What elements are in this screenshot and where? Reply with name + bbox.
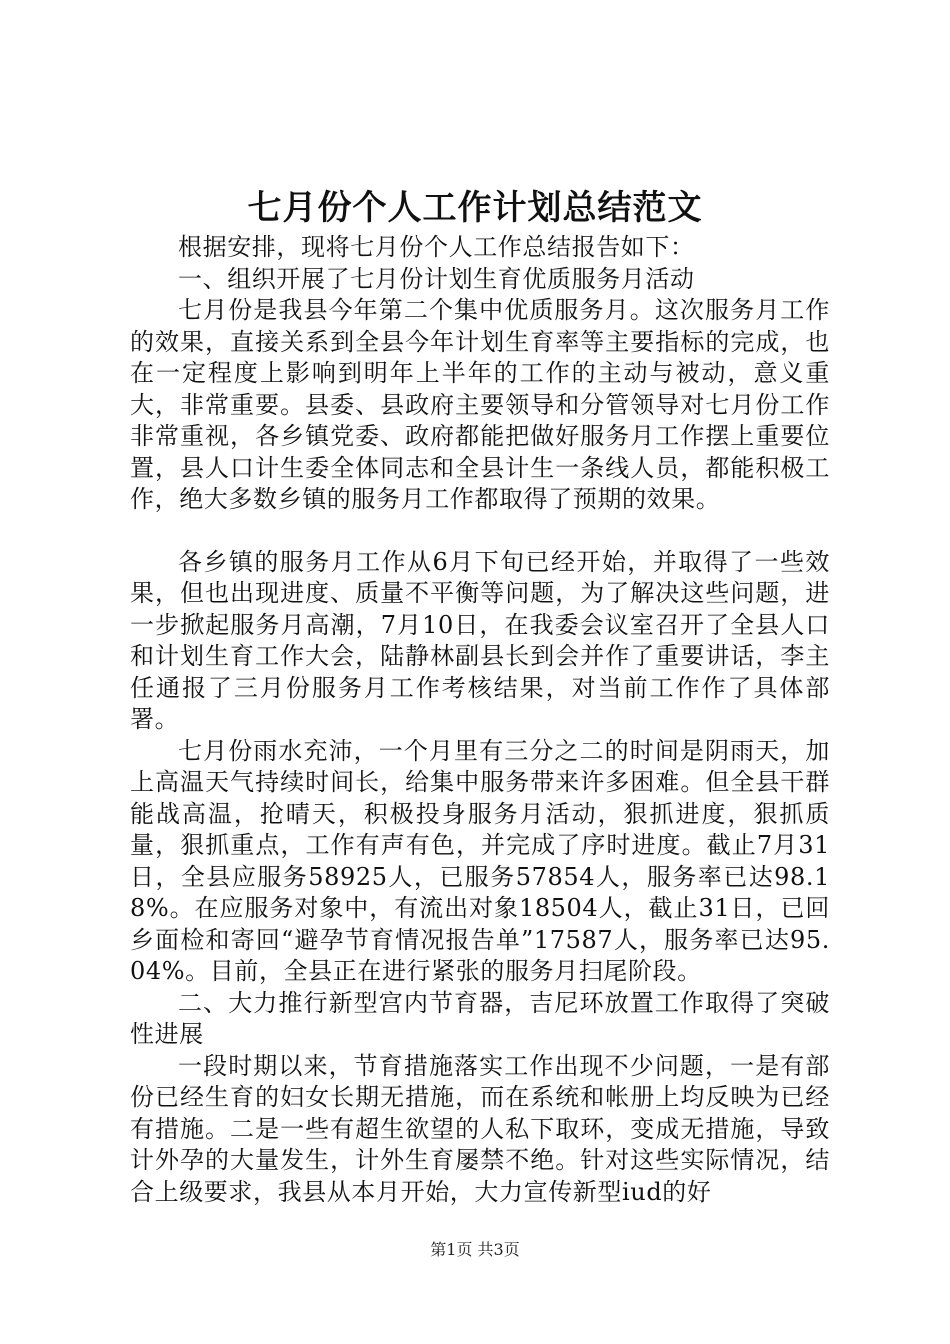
paragraph: 各乡镇的服务月工作从6月下旬已经开始，并取得了一些效果，但也出现进度、质量不平衡等问题，为了解决这些问题，进一步掀起服务月高潮，7月10日，在我委会议室召开了全县人口和计划生育工作大会，陆静林副县长到会并作了重要讲话，李主任通报了三月份服务月工作考核结果，对当前工作作了具体部署。 bbox=[130, 547, 830, 733]
section-heading-1: 一、组织开展了七月份计划生育优质服务月活动 bbox=[178, 264, 695, 293]
page-number-footer: 第1页 共3页 bbox=[430, 1240, 520, 1259]
paragraph: 七月份雨水充沛，一个月里有三分之二的时间是阴雨天，加上高温天气持续时间长，给集中服务带来许多困难。但全县干群能战高温，抢晴天，积极投身服务月活动，狠抓进度，狠抓质量，狠抓重点，工作有声有色，并完成了序时进度。截止7月31日，全县应服务58925人，已服务57854人，服务率已达98.18%。在应服务对象中，有流出对象18504人，截止31日，已回乡面检和寄回“避孕节育情况报告单”17587人，服务率已达95.04%。目前，全县正在进行紧张的服务月扫尾阶段。 bbox=[130, 736, 830, 985]
paragraph: 七月份是我县今年第二个集中优质服务月。这次服务月工作的效果，直接关系到全县今年计划生育率等主要指标的完成，也在一定程度上影响到明年上半年的工作的主动与被动，意义重大，非常重要。县委、县政府主要领导和分管领导对七月份工作非常重视，各乡镇党委、政府都能把做好服务月工作摆上重要位置，县人口计生委全体同志和全县计生一条线人员，都能积极工作，绝大多数乡镇的服务月工作都取得了预期的效果。 bbox=[130, 296, 830, 513]
paragraph-intro: 根据安排，现将七月份个人工作总结报告如下： bbox=[178, 233, 695, 261]
section-heading-2: 二、大力推行新型宫内节育器，吉尼环放置工作取得了突破性进展 bbox=[130, 988, 830, 1048]
document-title: 七月份个人工作计划总结范文 bbox=[247, 188, 703, 228]
paragraph: 一段时期以来，节育措施落实工作出现不少问题，一是有部份已经生育的妇女长期无措施，而在系统和帐册上均反映为已经有措施。二是一些有超生欲望的人私下取环，变成无措施，导致计外孕的大量发生，计外生育屡禁不绝。针对这些实际情况，结合上级要求，我县从本月开始，大力宣传新型iud的好 bbox=[130, 1051, 830, 1206]
document-body bbox=[130, 232, 830, 1208]
